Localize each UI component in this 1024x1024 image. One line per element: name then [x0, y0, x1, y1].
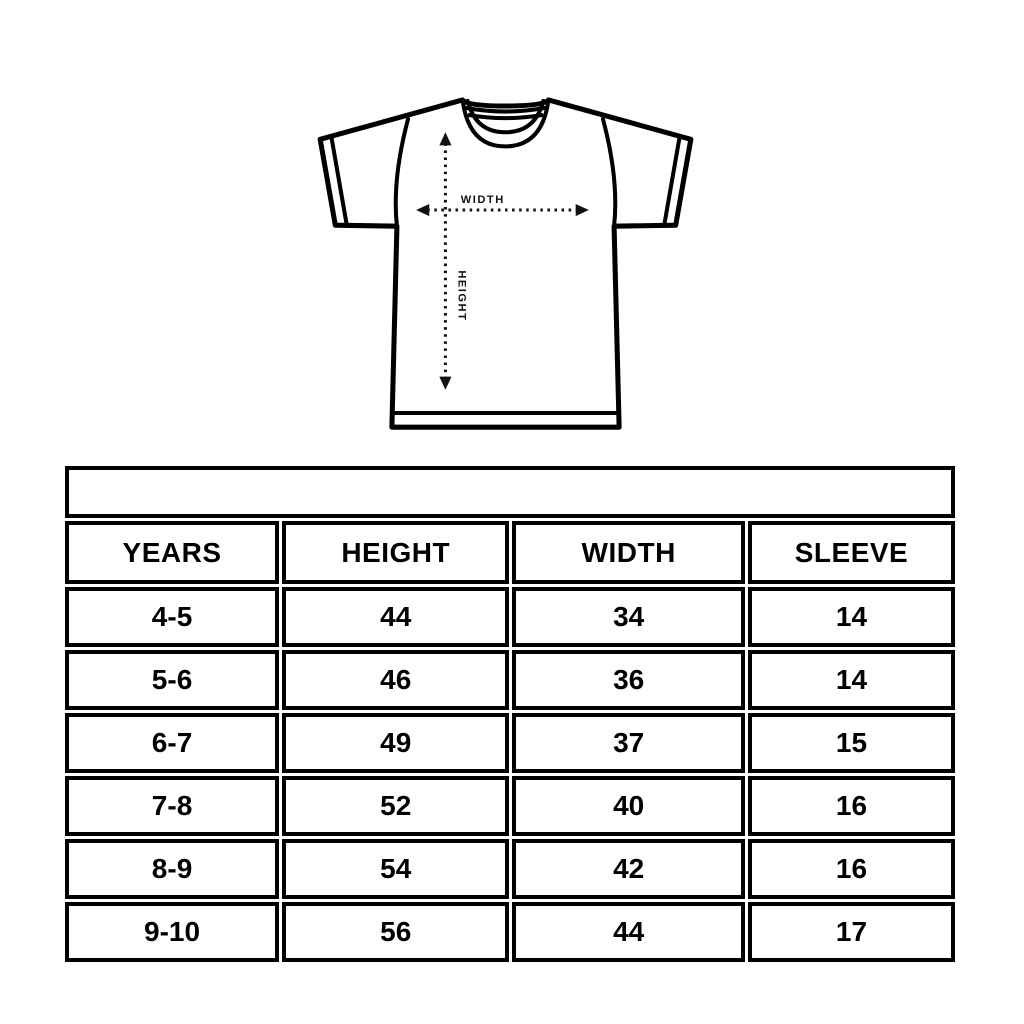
table-title: SIZE CHART	[65, 466, 955, 518]
column-header-height: HEIGHT	[282, 521, 509, 584]
table-cell-years: 7-8	[65, 776, 279, 836]
table-cell-sleeve: 14	[748, 650, 955, 710]
size-chart-table	[62, 463, 958, 965]
width-dimension-label: WIDTH	[460, 193, 505, 206]
table-row	[65, 776, 955, 836]
table-cell-height: 46	[282, 650, 509, 710]
column-header-row	[65, 521, 955, 584]
table-cell-height: 54	[282, 839, 509, 899]
table-cell-width: 34	[512, 587, 745, 647]
size-chart-section	[62, 463, 958, 965]
table-cell-width: 37	[512, 713, 745, 773]
table-row	[65, 587, 955, 647]
table-cell-years: 6-7	[65, 713, 279, 773]
table-cell-sleeve: 16	[748, 776, 955, 836]
table-row	[65, 902, 955, 962]
table-cell-years: 5-6	[65, 650, 279, 710]
table-cell-height: 49	[282, 713, 509, 773]
tshirt-body-outline	[320, 100, 691, 427]
table-cell-width: 42	[512, 839, 745, 899]
table-cell-height: 52	[282, 776, 509, 836]
column-header-width: WIDTH	[512, 521, 745, 584]
tshirt-measurement-diagram	[303, 83, 707, 433]
table-row	[65, 713, 955, 773]
table-cell-width: 36	[512, 650, 745, 710]
table-cell-years: 4-5	[65, 587, 279, 647]
tshirt-outline-graphic	[303, 83, 707, 433]
column-header-years: YEARS	[65, 521, 279, 584]
table-cell-sleeve: 15	[748, 713, 955, 773]
table-cell-sleeve: 16	[748, 839, 955, 899]
height-dimension-label: HEIGHT	[455, 270, 468, 322]
table-cell-years: 8-9	[65, 839, 279, 899]
table-cell-height: 44	[282, 587, 509, 647]
table-row	[65, 839, 955, 899]
table-row	[65, 650, 955, 710]
column-header-sleeve: SLEEVE	[748, 521, 955, 584]
table-cell-years: 9-10	[65, 902, 279, 962]
title-row	[65, 466, 955, 518]
table-cell-sleeve: 17	[748, 902, 955, 962]
table-cell-height: 56	[282, 902, 509, 962]
table-cell-sleeve: 14	[748, 587, 955, 647]
table-cell-width: 44	[512, 902, 745, 962]
table-cell-width: 40	[512, 776, 745, 836]
